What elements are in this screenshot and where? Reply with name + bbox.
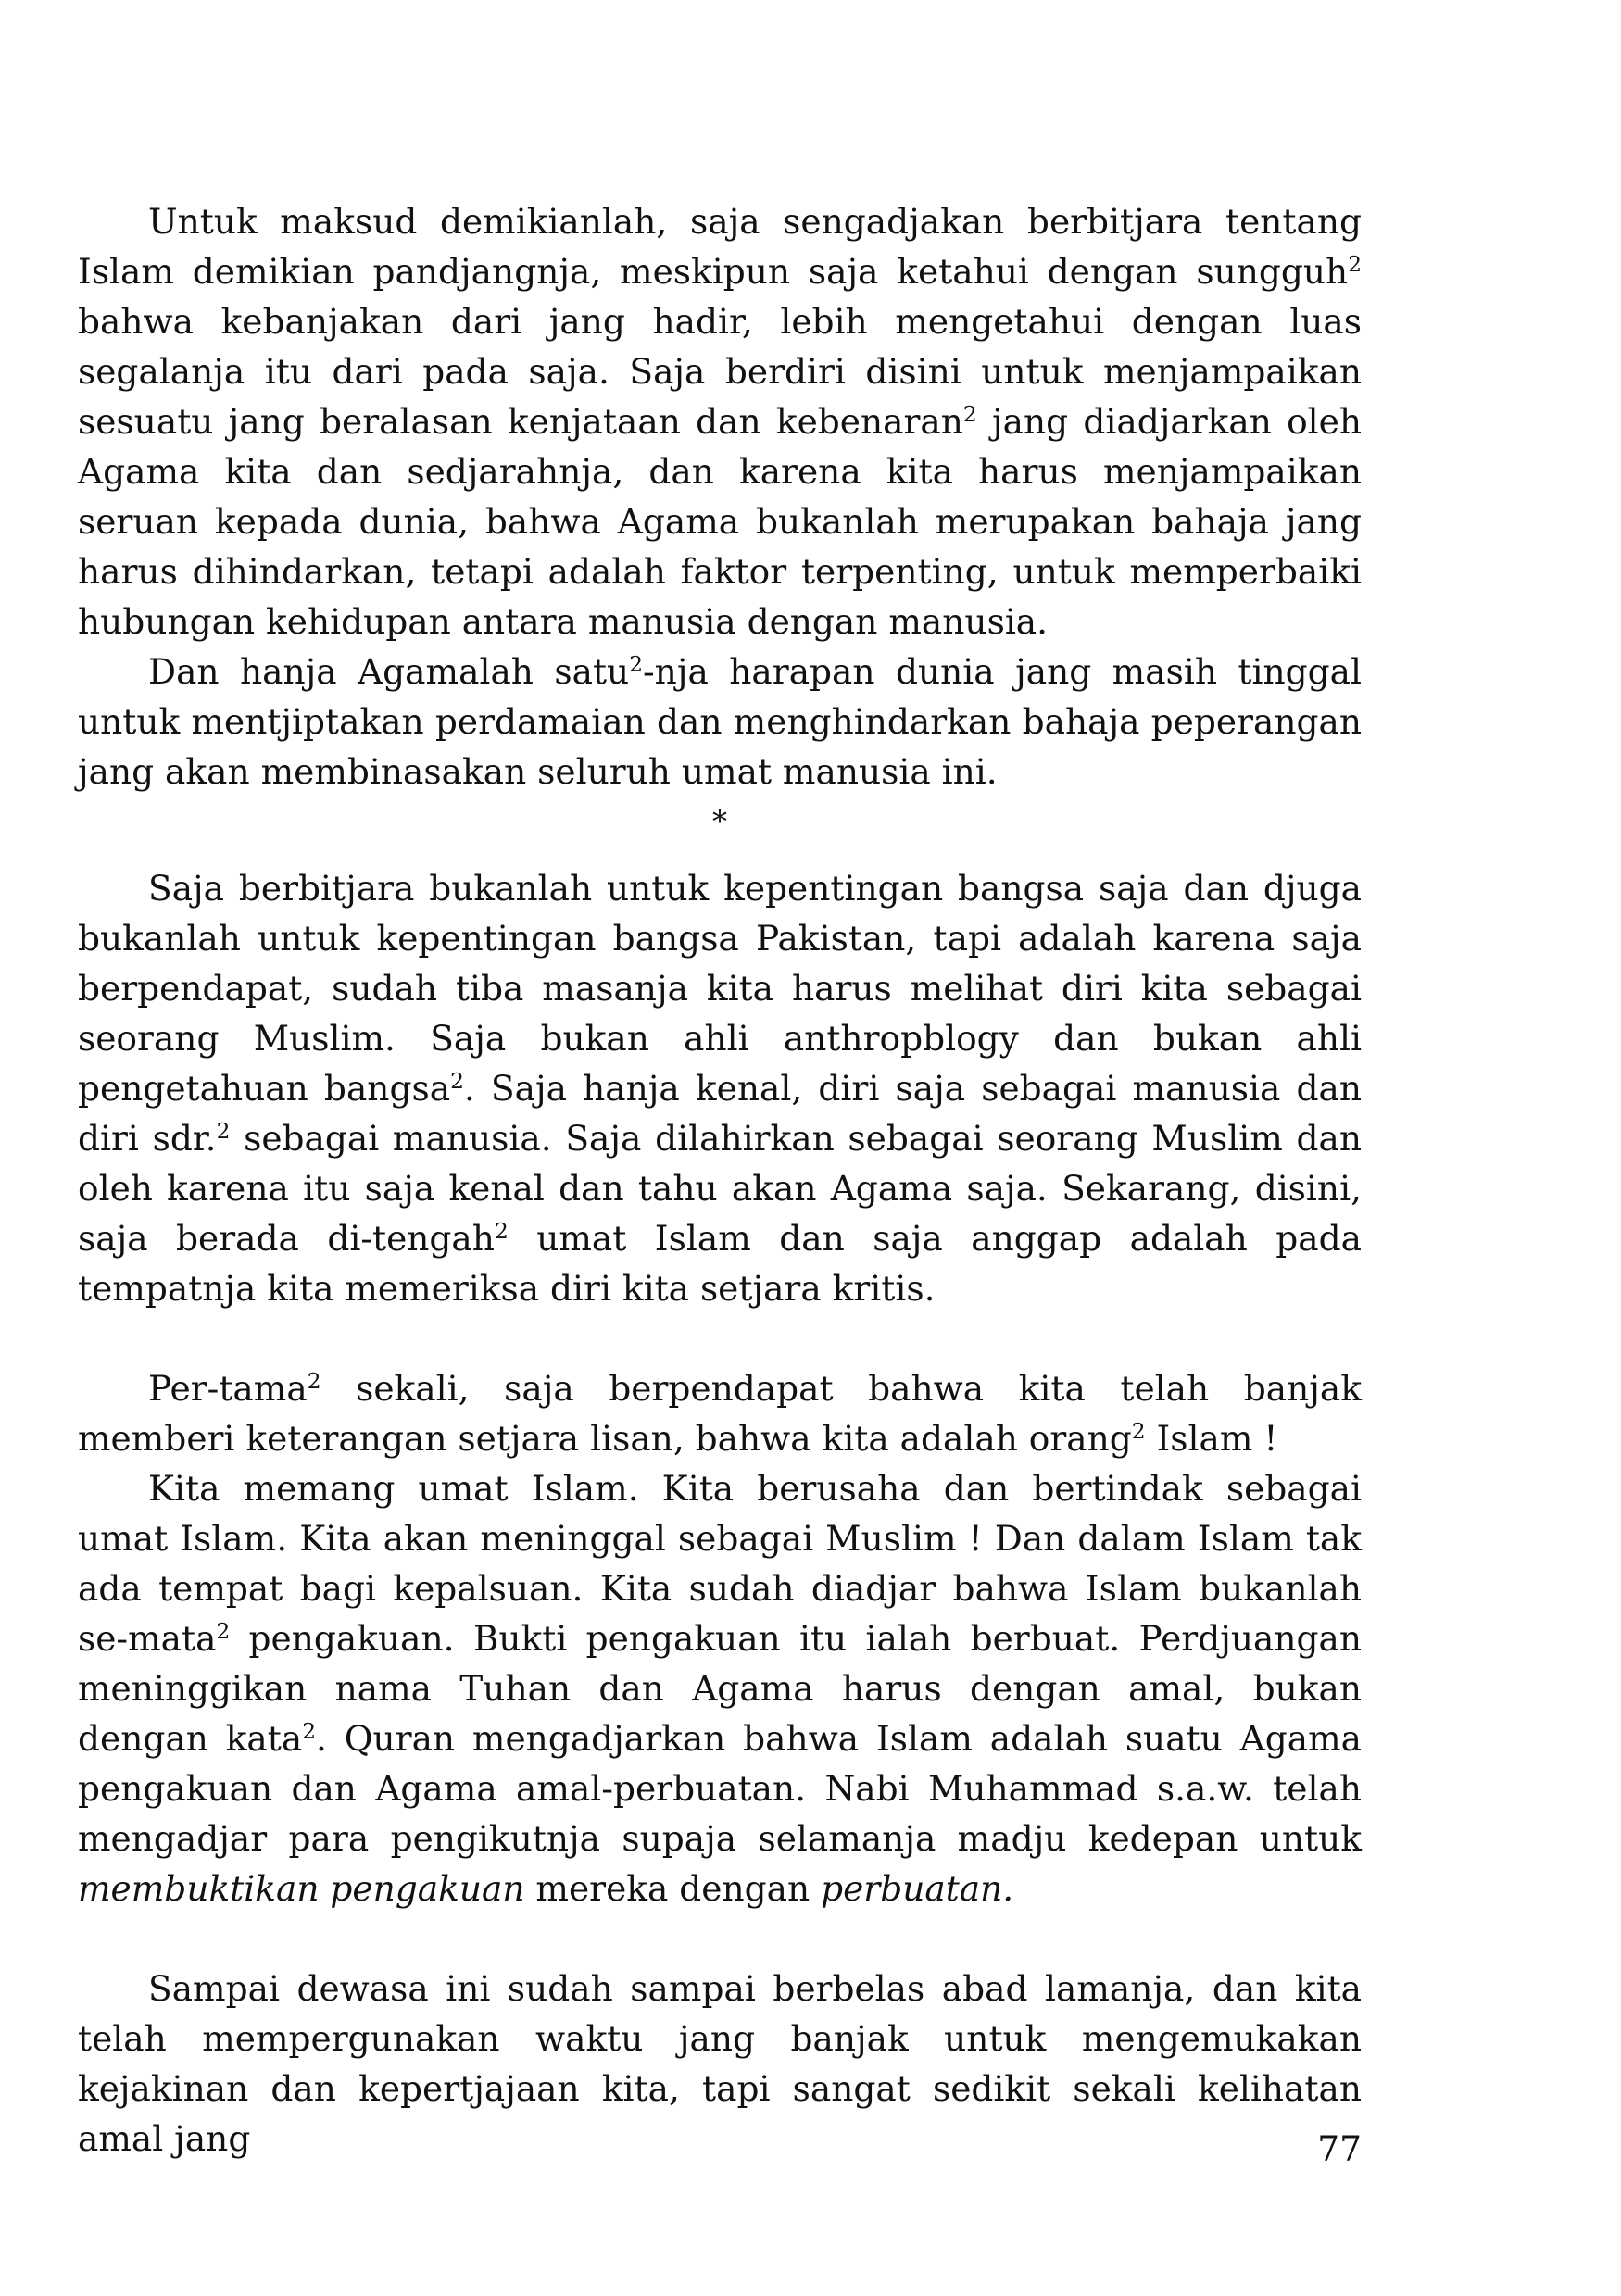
paragraph: Kita memang umat Islam. Kita berusaha dan bertindak sebagai umat Islam. Kita akan meninggal sebagai Muslim ! Dan dalam Islam tak ada tempat bagi kepalsuan. Kita sudah diadjar bahwa Islam bukanlah se-mata$^2$ pengakuan. Bukti pengakuan itu ialah berbuat. Perdjuangan meninggikan nama Tuhan dan Agama harus dengan amal, bukan dengan kata$^2$. Quran mengadjarkan bahwa Islam adalah suatu Agama pengakuan dan Agama amal-perbuatan. Nabi Muhammad s.a.w. telah mengadjar para pengikutnja supaja selamanja madju kedepan untuk membuktikan pengakuan mereka dengan perbuatan.	[78, 1468, 1362, 1909]
page-body	[78, 196, 1362, 2164]
paragraph: Per-tama$^2$ sekali, saja berpendapat bahwa kita telah banjak memberi keterangan setjara lisan, bahwa kita adalah orang$^2$ Islam !	[78, 1368, 1362, 1459]
section-separator: *	[712, 804, 727, 839]
page-number: 77	[1317, 2128, 1362, 2169]
paragraph: Untuk maksud demikianlah, saja sengadjakan berbitjara tentang Islam demikian pandjangnja, meskipun saja ketahui dengan sungguh$^2$ bahwa kebanjakan dari jang hadir, lebih mengetahui dengan luas segalanja itu dari pada saja. Saja berdiri disini untuk menjampaikan sesuatu jang beralasan kenjataan dan kebenaran$^2$ jang diadjarkan oleh Agama kita dan sedjarahnja, dan karena kita harus menjampaikan seruan kepada dunia, bahwa Agama bukanlah merupakan bahaja jang harus dihindarkan, tetapi adalah faktor terpenting, untuk memperbaiki hubungan kehidupan antara manusia dengan manusia.	[78, 201, 1363, 642]
paragraph: Dan hanja Agamalah satu$^2$-nja harapan dunia jang masih tinggal untuk mentjiptakan perdamaian dan menghindarkan bahaja peperangan jang akan membinasakan seluruh umat manusia ini.	[78, 651, 1362, 792]
paragraph: Saja berbitjara bukanlah untuk kepentingan bangsa saja dan djuga bukanlah untuk kepentingan bangsa Pakistan, tapi adalah karena saja berpendapat, sudah tiba masanja kita harus melihat diri kita sebagai seorang Muslim. Saja bukan ahli anthropblogy dan bukan ahli pengetahuan bangsa$^2$. Saja hanja kenal, diri saja sebagai manusia dan diri sdr.$^2$ sebagai manusia. Saja dilahirkan sebagai seorang Muslim dan oleh karena itu saja kenal dan tahu akan Agama saja. Sekarang, disini, saja berada di-tengah$^2$ umat Islam dan saja anggap adalah pada tempatnja kita memeriksa diri kita setjara kritis.	[78, 868, 1362, 1309]
paragraph: Sampai dewasa ini sudah sampai berbelas abad lamanja, dan kita telah mempergunakan waktu jang banjak untuk mengemukakan kejakinan dan kepertjajaan kita, tapi sangat sedikit sekali kelihatan amal jang	[78, 1968, 1362, 2159]
